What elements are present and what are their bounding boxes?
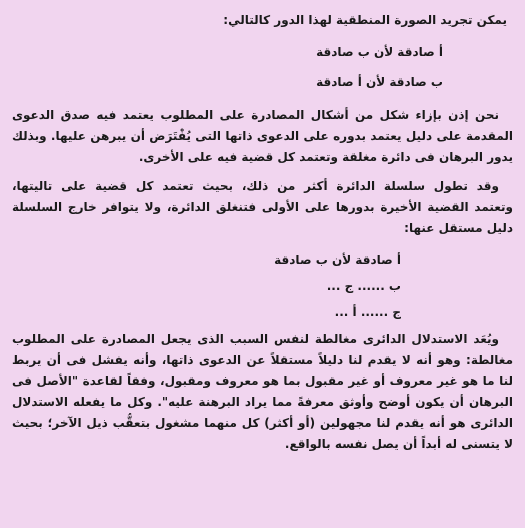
paragraph-circular-begging — [12, 105, 513, 168]
paragraph-line: لا يتسنى له أبداً أن يصل نفسه بالواقع. — [284, 437, 513, 451]
paragraph-line: لنا ما هو غير معروف أو غير مقبول بما هو معروف ومقبول، وفقاً لقاعدة "الأصل فى — [12, 374, 513, 388]
chain-line: ج ...... أ ... — [334, 305, 401, 319]
paragraph-line: المقدمة على دليل يعتمد بدوره على الدعوى ذاتها التى يُفْتَرَض أن يبرهن عليها. وبذلك — [12, 129, 513, 143]
paragraph-fallacy — [12, 329, 513, 455]
paragraph-line: نحن إذن بإزاء شكل من أشكال المصادرة على المطلوب يعتمد فيه صدق الدعوى — [12, 108, 499, 122]
schema-line: أ صادقة لأن ب صادقة — [316, 45, 443, 59]
paragraph-line: يدور البرهان فى دائرة مغلقة وتعتمد كل قضية فيه على الأخرى. — [138, 150, 513, 164]
intro-line: يمكن تجريد الصورة المنطقية لهذا الدور كالتالي: — [223, 13, 507, 27]
logical-schema — [12, 37, 443, 97]
paragraph-line: وتعتمد القضية الأخيرة بدورها على الأولى فتنغلق الدائرة، ولا يتوافر خارج السلسلة — [12, 200, 513, 214]
schema-line: ب صادقة لأن أ صادقة — [316, 75, 443, 89]
paragraph-line: ويُعَد الاستدلال الدائرى مغالطة لنفس السبب الذى يجعل المصادرة على المطلوب — [12, 332, 499, 346]
chain-line: أ صادقة لأن ب صادقة — [274, 253, 401, 267]
paragraph-line: دليل مستقل عنها: — [404, 221, 513, 235]
paragraph-chain — [12, 176, 513, 239]
chain-line: ب ...... ج ... — [326, 279, 401, 293]
paragraph-line: البرهان أن يكون أوضح وأوثق معرفةً مما يراد البرهنة عليه". وكل ما يفعله الاستدلال — [12, 395, 513, 409]
paragraph-line: الدائرى هو أنه يقدم لنا مجهولين (أو أكثر) كل منهما مشغول بتعقُّب ذيل الآخر؛ بحيث — [12, 416, 513, 430]
chain-schema — [12, 247, 401, 325]
paragraph-line: وقد تطول سلسلة الدائرة أكثر من ذلك، بحيث تعتمد كل قضية على تاليتها، — [12, 179, 499, 193]
paragraph-line: مغالطة: وهو أنه لا يقدم لنا دليلاً مستقلاً عن الدعوى ذاتها، وأنه يفشل فى أن يربط — [12, 353, 513, 367]
